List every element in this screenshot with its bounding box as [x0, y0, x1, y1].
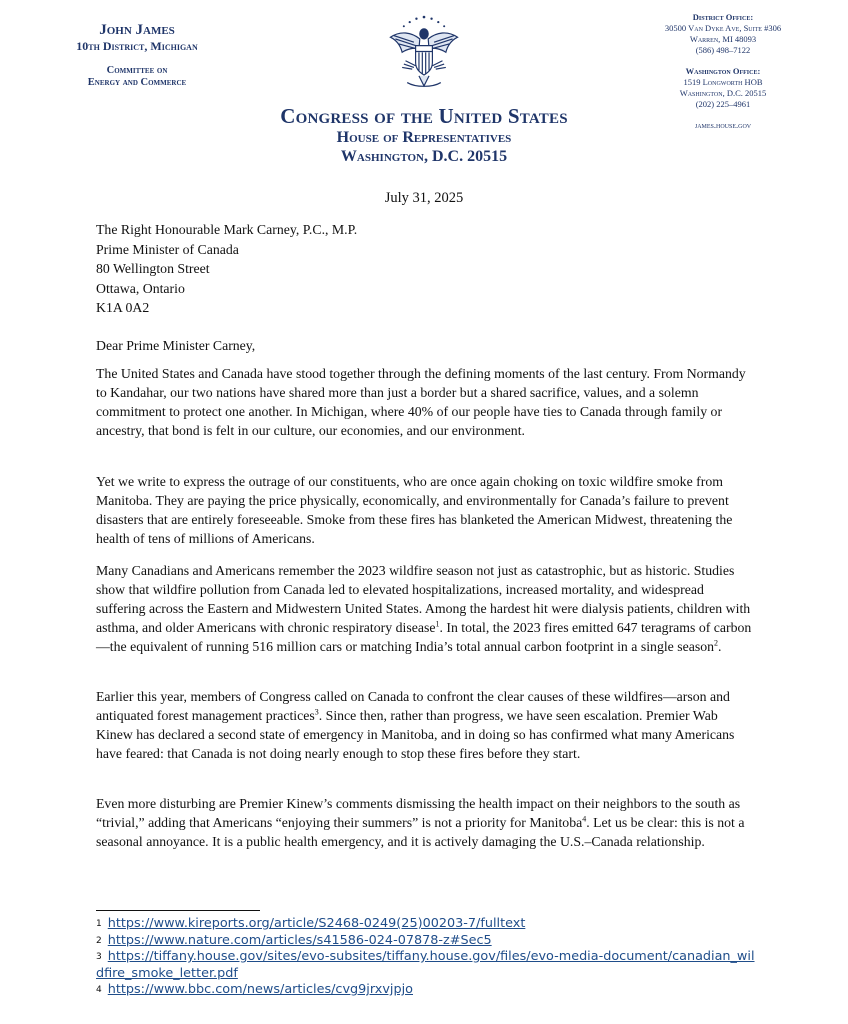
footnote-number: 1	[96, 919, 102, 929]
recipient-line: The Right Honourable Mark Carney, P.C., M.P.	[96, 222, 358, 237]
recipient-line: Ottawa, Ontario	[96, 280, 185, 296]
house-seal-icon	[382, 12, 466, 96]
washington-office-phone: (202) 225–4961	[695, 99, 751, 109]
footnote-item	[96, 982, 756, 999]
committee-line-2: Energy and Commerce	[87, 77, 187, 88]
footnote-link[interactable]: https://www.nature.com/articles/s41586-024-07878-z#Sec5	[107, 932, 492, 948]
committee-label	[52, 65, 222, 89]
house-title: House of Representatives	[336, 129, 512, 146]
washington-office-street: 1519 Longworth HOB	[683, 77, 763, 87]
letter-date: July 31, 2025	[384, 190, 464, 206]
washington-office-title: Washington Office:	[685, 66, 761, 76]
representative-name: John James	[99, 22, 175, 38]
washington-office-city: Washington, D.C. 20515	[679, 88, 767, 98]
paragraph-text: . Let us be clear: this is not a seasonal annoyance. It is a public health emergency, and it is actively damaging the U.S.–Canada relationship.	[96, 815, 745, 849]
footnote-number: 4	[96, 985, 102, 995]
footnote-ref-1[interactable]: 1	[435, 619, 440, 629]
footnote-ref-4[interactable]: 4	[582, 814, 587, 824]
body-paragraph-2: Yet we write to express the outrage of our constituents, who are once again choking on toxic wildfire smoke from Manitoba. They are paying the price physically, economically, and environmentally for Canada’s failure to prevent disasters that are entirely foreseeable. Smoke from these fires has blanketed the American Midwest, threatening the health of tens of millions of Americans.	[96, 474, 733, 546]
body-paragraph-4	[96, 687, 756, 763]
recipient-line: K1A 0A2	[96, 300, 150, 315]
paragraph-text: Even more disturbing are Premier Kinew’s comments dismissing the health impact on their neighbors to the south as “trivial,” adding that Americans “enjoying their summers” is not a priority for Manitoba	[96, 796, 741, 830]
footnote-item	[96, 933, 756, 950]
paragraph-text: Many Canadians and Americans remember the 2023 wildfire season not just as catastrophic, but as historic. Studies show that wildfire pollution from Canada led to elevated hospitalizations, increased mortality, and widespread suffering across the Eastern and Midwestern United States. Among the hardest hit were dialysis patients, children with asthma, and older Americans with chronic respiratory disease	[96, 563, 751, 635]
body-paragraph-1: The United States and Canada have stood together through the defining moments of the last century. From Normandy to Kandahar, our two nations have shared more than just a border but a shared sacrifice, values, and a solemn commitment to protect one another. In Michigan, where 40% of our people have ties to Canada through family or ancestry, that bond is felt in our culture, our economies, and our environment.	[96, 366, 746, 438]
footnote-link[interactable]: https://www.kireports.org/article/S2468-0249(25)00203-7/fulltext	[107, 916, 526, 931]
house-address: Washington, D.C. 20515	[340, 148, 508, 165]
paragraph-text: . Since then, rather than progress, we have seen escalation. Premier Wab Kinew has declared a second state of emergency in Manitoba, and in doing so has confirmed what many Americans have feared: that Canada is not doing nearly enough to stop these fires before they start.	[96, 708, 735, 761]
footnote-item	[96, 916, 756, 933]
footnote-ref-3[interactable]: 3	[314, 707, 319, 717]
district-office-phone: (586) 498–7122	[695, 45, 751, 55]
footnotes	[96, 916, 756, 999]
office-addresses	[638, 12, 808, 131]
congress-title: Congress of the United States	[280, 104, 568, 128]
congress-heading	[224, 104, 624, 166]
body-paragraph-5	[96, 794, 756, 851]
body-paragraph-3	[96, 561, 756, 656]
representative-block	[52, 22, 222, 89]
footnote-ref-2[interactable]: 2	[714, 638, 719, 648]
paragraph-text: Earlier this year, members of Congress called on Canada to confront the clear causes of these wildfires—arson and antiquated forest management practices	[96, 689, 730, 723]
recipient-line: Prime Minister of Canada	[96, 241, 239, 257]
footnote-link[interactable]: https://www.bbc.com/news/articles/cvg9jrxvjpjo	[107, 982, 413, 997]
recipient-line: 80 Wellington Street	[96, 261, 210, 276]
district-office-title: District Office:	[692, 12, 754, 22]
footnote-link[interactable]: https://tiffany.house.gov/sites/evo-subsites/tiffany.house.gov/files/evo-media-document/canadian_wildfire_smoke_letter.pdf	[96, 949, 755, 981]
district-office-city: Warren, MI 48093	[689, 34, 757, 44]
salutation: Dear Prime Minister Carney,	[96, 338, 256, 353]
footnote-divider	[96, 910, 260, 911]
footnote-number: 3	[96, 952, 102, 962]
committee-line-1: Committee on	[106, 65, 168, 76]
website-label: james.house.gov	[694, 120, 752, 130]
district-office-street: 30500 Van Dyke Ave, Suite #306	[664, 23, 782, 33]
recipient-address	[96, 220, 357, 318]
district-label: 10th District, Michigan	[76, 39, 198, 53]
paragraph-text: . In total, the 2023 fires emitted 647 teragrams of carbon—the equivalent of running 516 million cars or matching India’s total annual carbon footprint in a single season	[96, 620, 752, 654]
paragraph-text: .	[718, 639, 722, 654]
footnote-number: 2	[96, 935, 102, 946]
footnote-item	[96, 949, 756, 982]
